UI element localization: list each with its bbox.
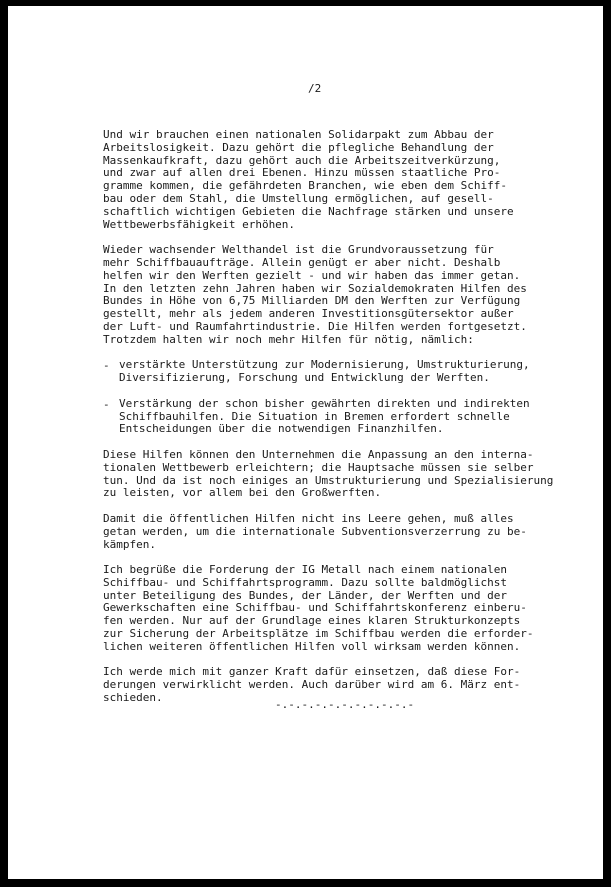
paragraph-gap (103, 385, 563, 398)
text-line: der Luft- und Raumfahrtindustrie. Die Hilfen werden fortgesetzt. (103, 319, 527, 333)
text-line: Entscheidungen über die notwendigen Finanzhilfen. (119, 422, 444, 436)
text-line: zu leisten, vor allem bei den Großwerften. (103, 486, 382, 500)
text-line: Damit die öffentlichen Hilfen nicht ins Leere gehen, muß alles (103, 511, 514, 525)
paragraph-anpassung (103, 449, 563, 500)
paragraph-gap (103, 436, 563, 449)
bullet-dash: - (103, 359, 110, 373)
text-line: gramme kommen, die gefährdeten Branchen, wie eben dem Schiff- (103, 179, 507, 193)
bullet-item (103, 359, 563, 385)
bullet-text (119, 398, 563, 436)
text-line: zur Sicherung der Arbeitsplätze im Schiffbau werden die erforder- (103, 627, 534, 641)
bullet-item (103, 398, 563, 436)
text-line: tionalen Wettbewerb erleichtern; die Hauptsache müssen sie selber (103, 460, 534, 474)
bullet-text (119, 359, 563, 385)
text-line: schaftlich wichtigen Gebieten die Nachfrage stärken und unsere (103, 204, 514, 218)
text-line: Arbeitslosigkeit. Dazu gehört die pflegliche Behandlung der (103, 140, 494, 154)
text-line: Wieder wachsender Welthandel ist die Grundvoraussetzung für (103, 243, 494, 257)
paragraph-ig-metall (103, 564, 563, 654)
text-line: In den letzten zehn Jahren haben wir Sozialdemokraten Hilfen des (103, 281, 527, 295)
text-line: mehr Schiffbauaufträge. Allein genügt er aber nicht. Deshalb (103, 255, 501, 269)
text-line: Massenkaufkraft, dazu gehört auch die Arbeitszeitverkürzung, (103, 153, 501, 167)
text-line: Bundes in Höhe von 6,75 Milliarden DM den Werften zur Verfügung (103, 294, 521, 308)
text-line: schieden. (103, 691, 163, 705)
bullet-dash: - (103, 397, 110, 411)
text-line: Diversifizierung, Forschung und Entwicklung der Werften. (119, 371, 490, 385)
text-line: helfen wir den Werften gezielt - und wir haben das immer getan. (103, 268, 521, 282)
text-line: und zwar auf allen drei Ebenen. Hinzu müssen staatliche Pro- (103, 166, 501, 180)
text-line: Schiffbau- und Schiffahrtsprogramm. Dazu sollte baldmöglichst (103, 575, 507, 589)
text-line: Ich begrüße die Forderung der IG Metall nach einem nationalen (103, 563, 507, 577)
text-line: Ich werde mich mit ganzer Kraft dafür einsetzen, daß diese For- (103, 665, 521, 679)
text-line: bau oder dem Stahl, die Umstellung ermöglichen, auf gesell- (103, 191, 494, 205)
closing-separator: -.-.-.-.-.-.-.-.-.-.- (275, 698, 415, 711)
paragraph-subventionen (103, 513, 563, 551)
text-line: unter Beteiligung des Bundes, der Länder, der Werften und der (103, 588, 507, 602)
paragraph-solidarpakt (103, 129, 563, 231)
text-line: Verstärkung der schon bisher gewährten direkten und indirekten (119, 396, 530, 410)
text-line: Trotzdem halten wir noch mehr Hilfen für nötig, nämlich: (103, 332, 474, 346)
text-line: verstärkte Unterstützung zur Modernisierung, Umstrukturierung, (119, 358, 530, 372)
text-line: Gewerkschaften eine Schiffbau- und Schiffahrtskonferenz einberu- (103, 601, 527, 615)
document-body (103, 129, 563, 705)
text-line: Und wir brauchen einen nationalen Solidarpakt zum Abbau der (103, 128, 494, 141)
text-line: derungen verwirklicht werden. Auch darüber wird am 6. März ent- (103, 678, 521, 692)
paragraph-welthandel (103, 244, 563, 346)
page-number: /2 (308, 82, 322, 95)
text-line: tun. Und da ist noch einiges an Umstrukturierung und Spezialisierung (103, 473, 554, 487)
text-line: Schiffbauhilfen. Die Situation in Bremen erfordert schnelle (119, 409, 510, 423)
text-line: Diese Hilfen können den Unternehmen die Anpassung an den interna- (103, 447, 534, 461)
text-line: fen werden. Nur auf der Grundlage eines klaren Strukturkonzepts (103, 614, 521, 628)
text-line: Wettbewerbsfähigkeit erhöhen. (103, 217, 296, 231)
text-line: getan werden, um die internationale Subventionsverzerrung zu be- (103, 524, 527, 538)
text-line: kämpfen. (103, 537, 156, 551)
paragraph-gap (103, 500, 563, 513)
text-line: gestellt, mehr als jedem anderen Investitionsgütersektor außer (103, 307, 514, 321)
document-page (8, 6, 603, 879)
text-line: lichen weiteren öffentlichen Hilfen voll wirksam werden können. (103, 639, 521, 653)
